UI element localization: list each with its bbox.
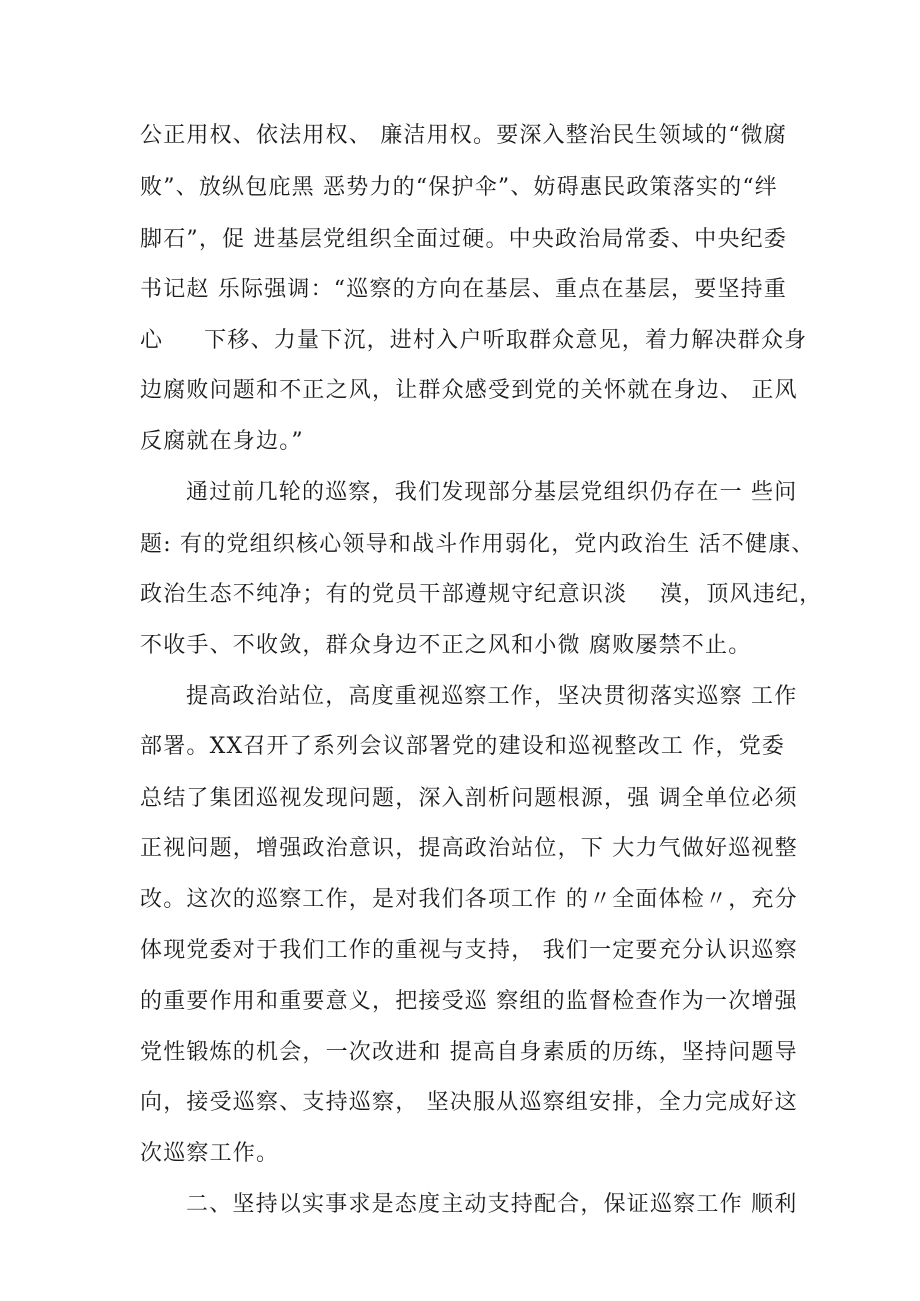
paragraph-1-line-5: 心 下移、力量下沉，进村入户听取群众意见，着力解决群众身 bbox=[140, 328, 808, 353]
paragraph-2-line-1: 通过前几轮的巡察，我们发现部分基层党组织仍存在一 些问 bbox=[186, 480, 798, 505]
paragraph-2-line-4: 不收手、不收敛，群众身边不正之风和小微 腐败屡禁不止。 bbox=[140, 633, 752, 658]
paragraph-1-line-6: 边腐败问题和不正之风，让群众感受到党的关怀就在身边、 正风 bbox=[140, 378, 798, 403]
paragraph-3-line-8: 党性锻炼的机会，一次改进和 提高自身素质的历练，坚持问题导 bbox=[140, 1040, 798, 1065]
paragraph-3-line-3: 总结了集团巡视发现问题，深入剖析问题根源，强 调全单位必须 bbox=[140, 786, 798, 811]
paragraph-3-line-9: 向，接受巡察、支持巡察， 坚决服从巡察组安排，全力完成好这 bbox=[140, 1090, 798, 1115]
paragraph-3-line-6: 体现党委对于我们工作的重视与支持， 我们一定要充分认识巡察 bbox=[140, 938, 798, 963]
paragraph-2-line-3: 政治生态不纯净；有的党员干部遵规守纪意识淡 漠，顶风违纪， bbox=[140, 582, 823, 607]
paragraph-1-line-2: 败”、放纵包庇黑 恶势力的“保护伞”、妨碍惠民政策落实的“绊 bbox=[140, 175, 778, 200]
paragraph-3-line-10: 次巡察工作。 bbox=[140, 1141, 280, 1166]
paragraph-3-line-5: 改。这次的巡察工作，是对我们各项工作 的〃全面体检〃，充分 bbox=[140, 887, 798, 912]
section-heading-line-1: 二、坚持以实事求是态度主动支持配合，保证巡察工作 顺利 bbox=[186, 1192, 798, 1217]
paragraph-3-line-1: 提高政治站位，高度重视巡察工作，坚决贯彻落实巡察 工作 bbox=[186, 684, 798, 709]
paragraph-3-line-4: 正视问题，增强政治意识，提高政治站位，下 大力气做好巡视整 bbox=[140, 836, 798, 861]
paragraph-1-line-7: 反腐就在身边。” bbox=[140, 429, 304, 454]
paragraph-1-line-3: 脚石”，促 进基层党组织全面过硬。中央政治局常委、中央纪委 bbox=[140, 227, 788, 252]
paragraph-1-line-1: 公正用权、依法用权、 廉洁用权。要深入整治民生领域的“微腐 bbox=[140, 123, 788, 148]
paragraph-3-line-7: 的重要作用和重要意义，把接受巡 察组的监督检查作为一次增强 bbox=[140, 989, 798, 1014]
paragraph-1-line-4: 书记赵 乐际强调：“巡察的方向在基层、重点在基层，要坚持重 bbox=[140, 277, 788, 302]
paragraph-3-line-2: 部署。XX召开了系列会议部署党的建设和巡视整改工 作，党委 bbox=[140, 734, 786, 759]
paragraph-2-line-2: 题: 有的党组织核心领导和战斗作用弱化，党内政治生 活不健康、 bbox=[140, 532, 815, 557]
